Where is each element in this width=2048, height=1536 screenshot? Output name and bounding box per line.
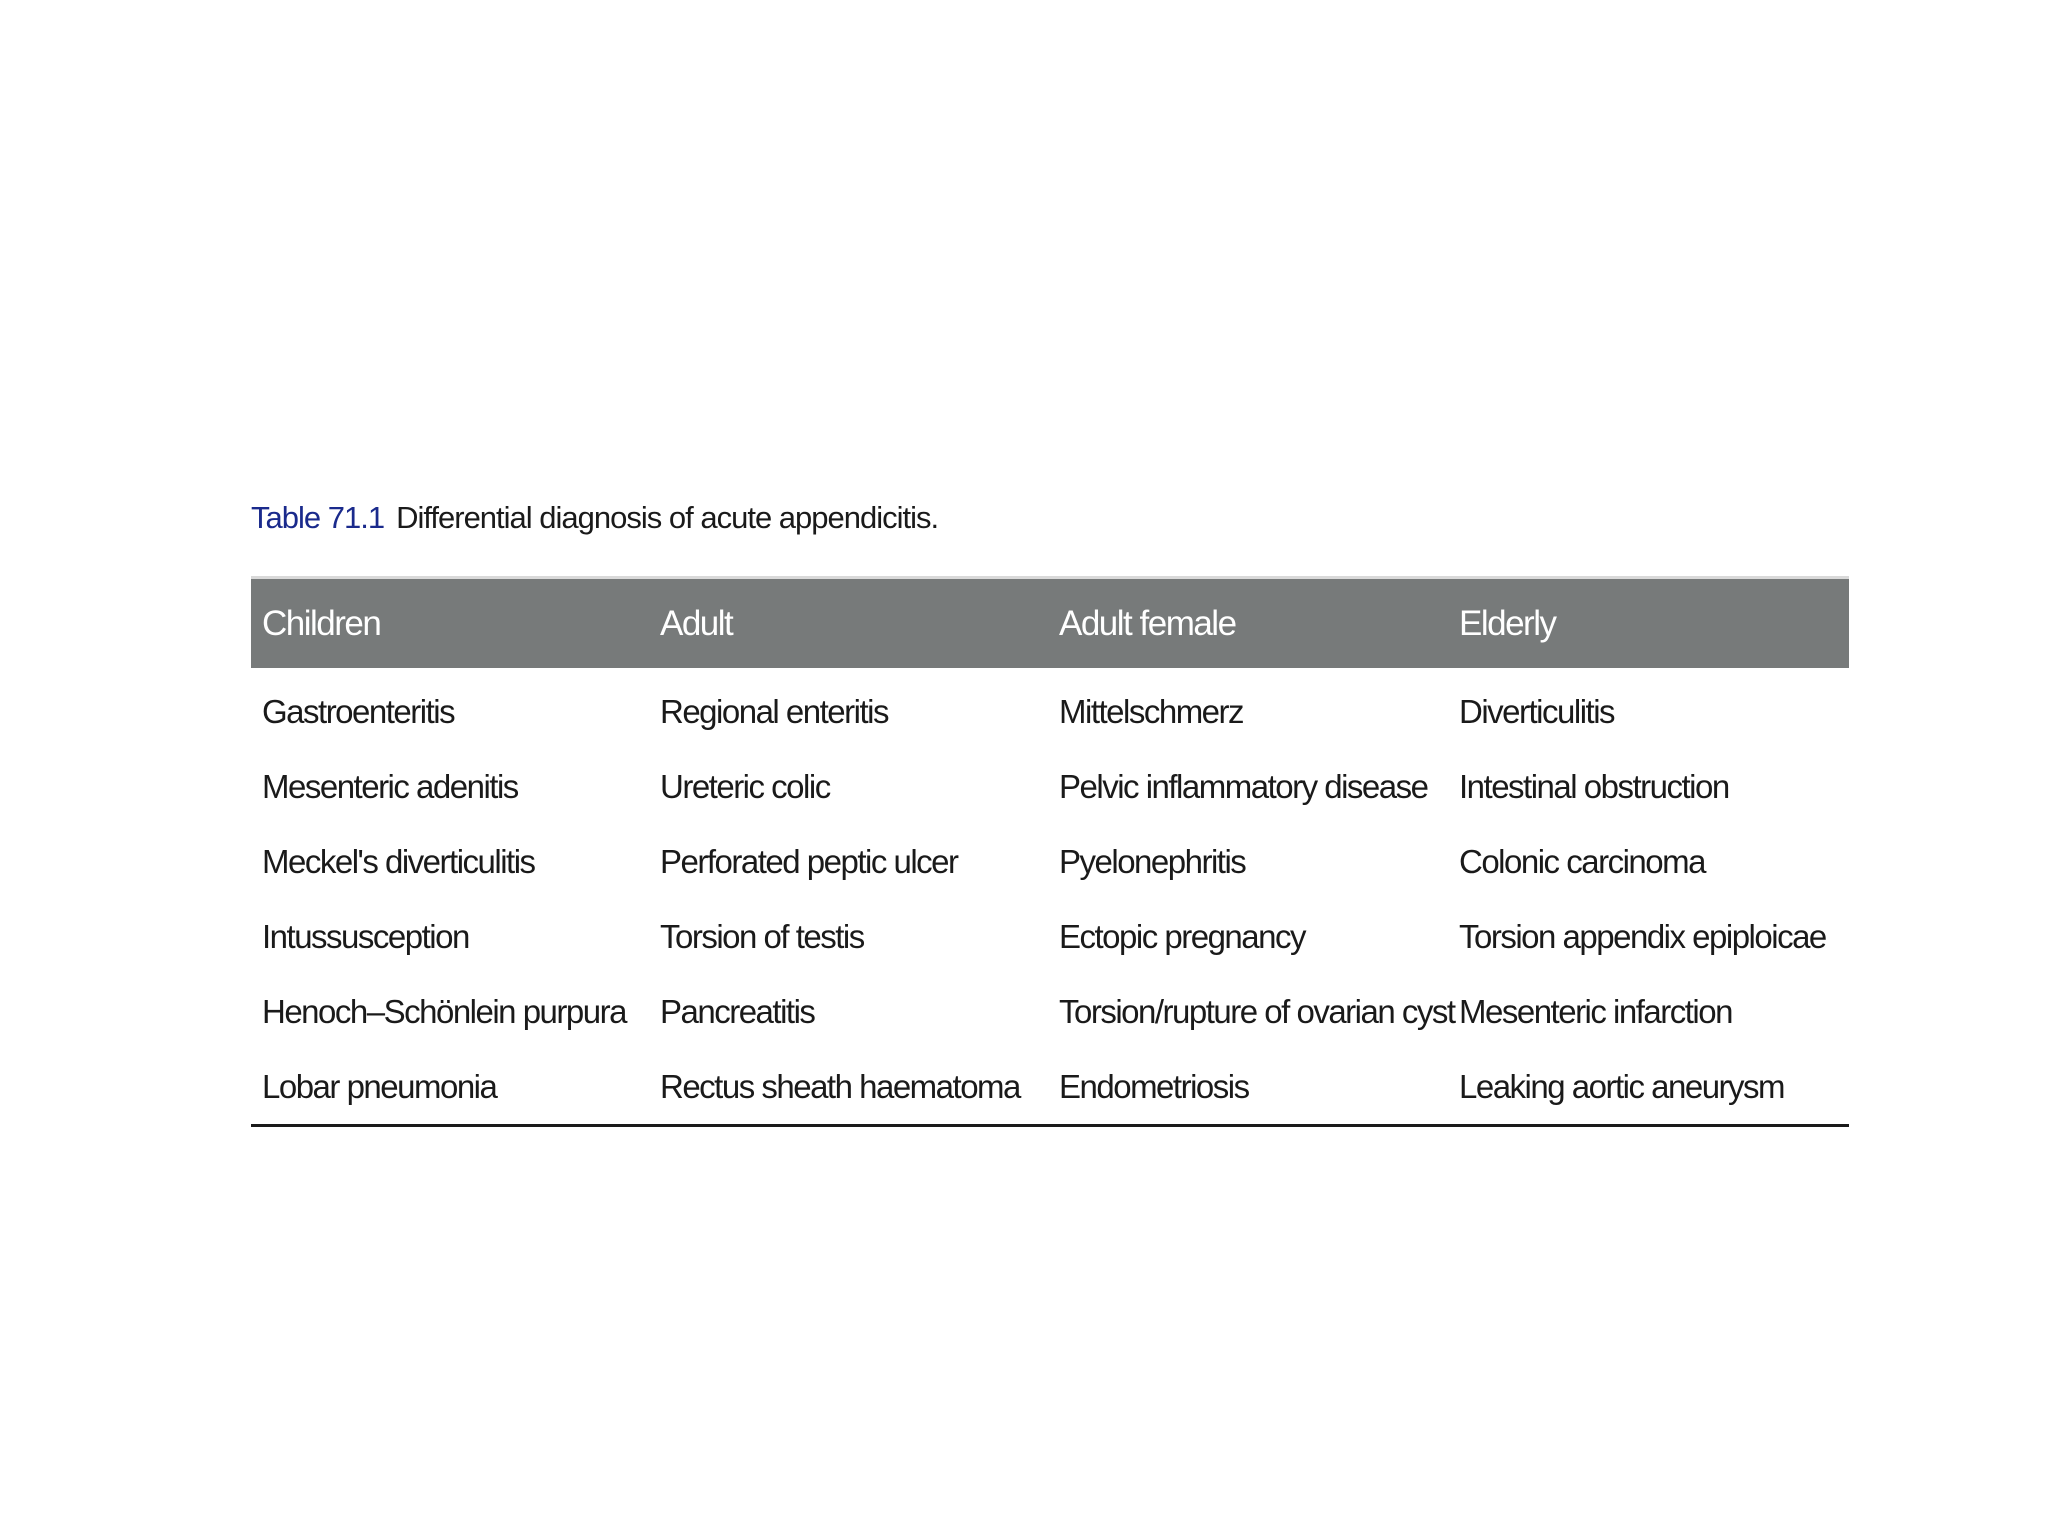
table-cell: Ectopic pregnancy	[1059, 917, 1305, 955]
table-cell: Mittelschmerz	[1059, 692, 1244, 730]
table-cell: Colonic carcinoma	[1459, 842, 1705, 880]
table-cell: Leaking aortic aneurysm	[1448, 1049, 1849, 1126]
table-cell: Perforated peptic ulcer	[660, 842, 958, 880]
table-cell: Regional enteritis	[660, 692, 888, 730]
table-cell: Mesenteric adenitis	[262, 767, 518, 805]
column-header-adult: Adult	[649, 578, 1048, 669]
table-cell: Pyelonephritis	[1059, 842, 1246, 880]
table-cell: Rectus sheath haematoma	[649, 1049, 1048, 1126]
table-cell: Torsion/rupture of ovarian cyst	[1059, 992, 1455, 1030]
table-cell: Intestinal obstruction	[1459, 767, 1729, 805]
table-row	[251, 974, 1849, 1049]
table-figure	[251, 490, 1849, 1105]
table-cell: Torsion of testis	[660, 917, 864, 955]
table-cell: Lobar pneumonia	[251, 1049, 649, 1126]
column-header-children: Children	[251, 578, 649, 669]
table-caption-label: Table 71.1	[251, 500, 385, 535]
table-cell: Diverticulitis	[1459, 692, 1615, 730]
table-cell: Ureteric colic	[660, 767, 830, 805]
differential-diagnosis-table	[251, 576, 1849, 1127]
column-header-adult-female: Adult female	[1048, 578, 1448, 669]
table-row	[251, 899, 1849, 974]
table-cell: Pancreatitis	[660, 992, 815, 1030]
table-header-row	[251, 578, 1849, 669]
table-cell: Endometriosis	[1048, 1049, 1448, 1126]
table-cell: Pelvic inflammatory disease	[1059, 767, 1428, 805]
table-caption-text: Differential diagnosis of acute appendicitis.	[396, 500, 939, 535]
table-row	[251, 1049, 1849, 1126]
table-cell: Meckel's diverticulitis	[262, 842, 535, 880]
table-row	[251, 749, 1849, 824]
table-cell: Henoch–Schönlein purpura	[262, 992, 626, 1030]
table-caption	[251, 490, 1849, 546]
table-cell: Mesenteric infarction	[1459, 992, 1732, 1030]
table-row	[251, 824, 1849, 899]
table-cell: Torsion appendix epiploicae	[1459, 917, 1826, 955]
table-cell: Intussusception	[262, 917, 469, 955]
table-row	[251, 668, 1849, 749]
column-header-elderly: Elderly	[1448, 578, 1849, 669]
table-cell: Gastroenteritis	[262, 692, 455, 730]
